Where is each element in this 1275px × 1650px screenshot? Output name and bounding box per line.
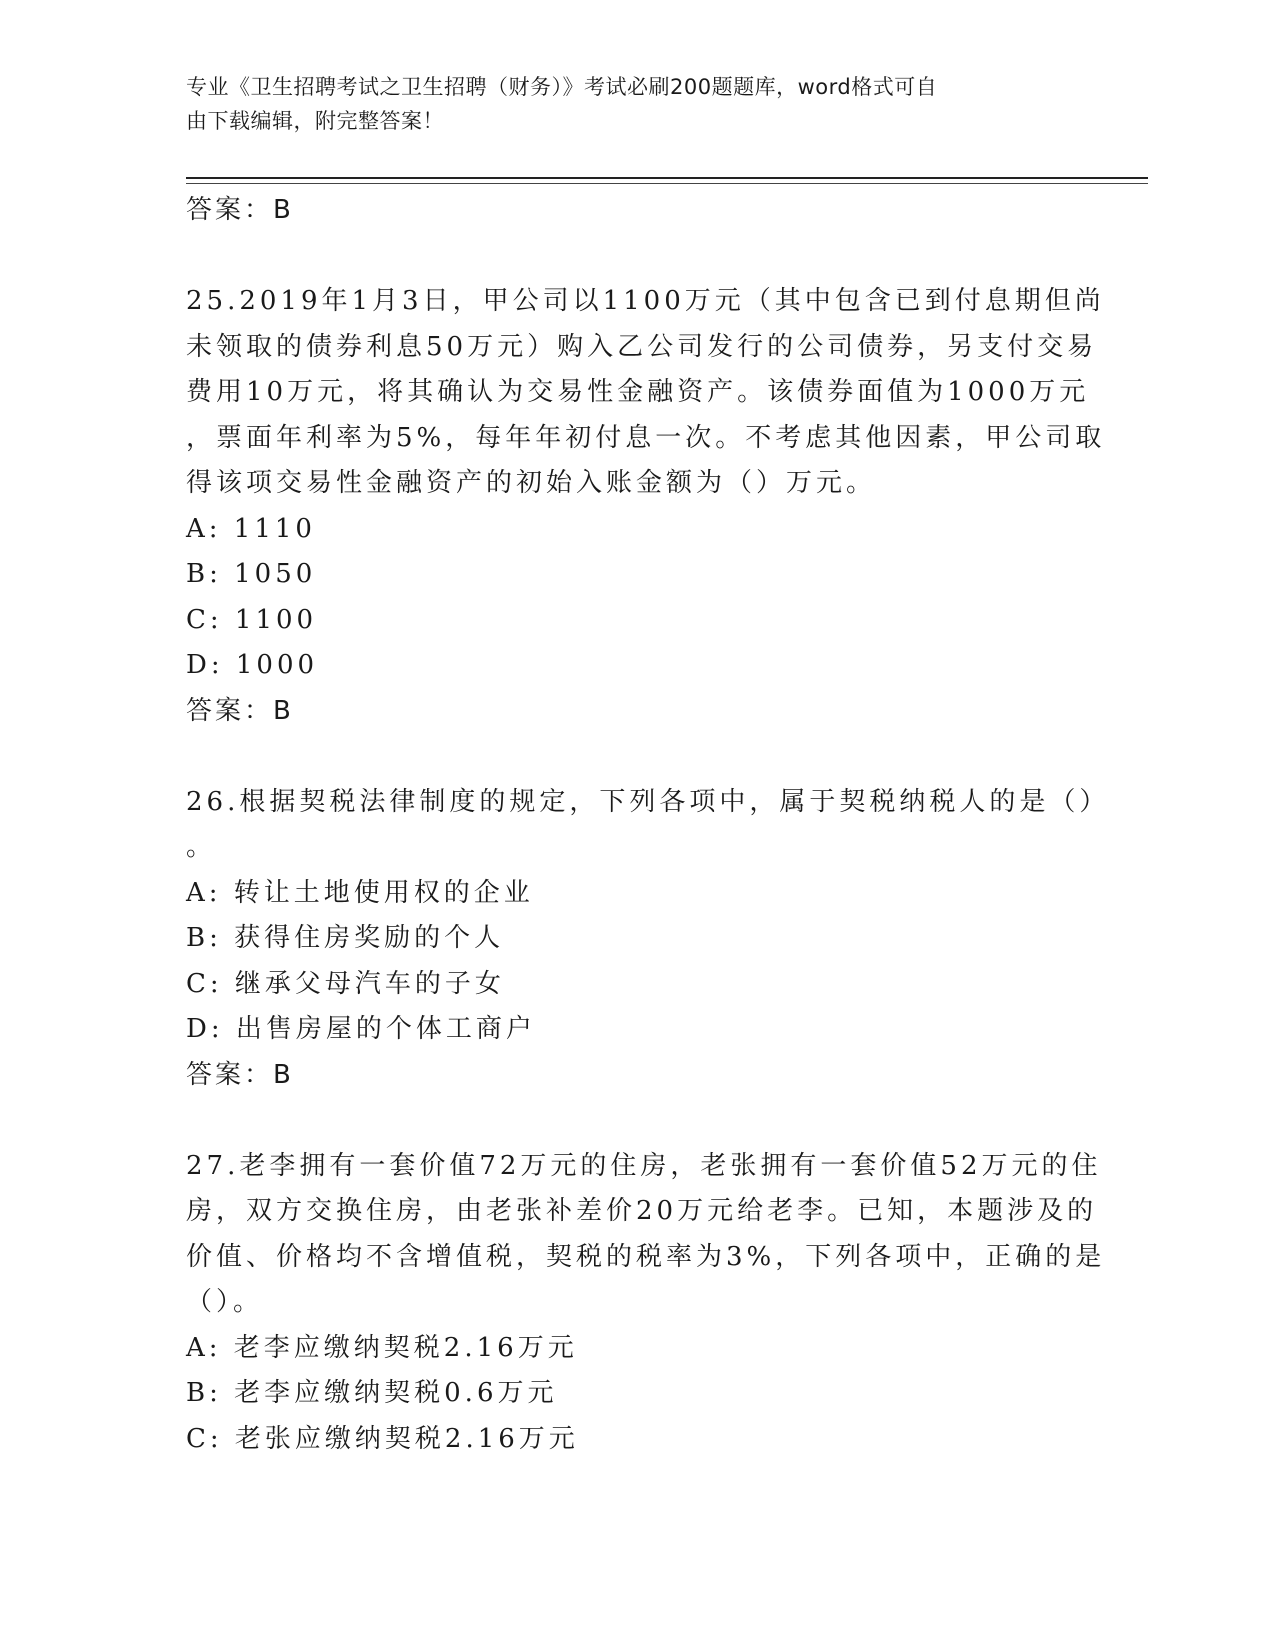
option-c: C: 继承父母汽车的子女 bbox=[186, 968, 505, 999]
question-text-line: 26.根据契税法律制度的规定，下列各项中，属于契税纳税人的是（） bbox=[186, 786, 1110, 817]
option-b: B: 老李应缴纳契税0.6万元 bbox=[186, 1378, 558, 1408]
question-text-line: 25.2019年1月3日，甲公司以1100万元（其中包含已到付息期但尚 bbox=[186, 286, 1105, 316]
header-line-2: 由下载编辑，附完整答案！ bbox=[186, 109, 444, 133]
option-a: A: 转让土地使用权的企业 bbox=[186, 877, 534, 908]
question-27 bbox=[186, 1144, 1106, 1463]
header-rule-thin bbox=[186, 183, 1148, 184]
answer: 答案：B bbox=[186, 1059, 294, 1090]
option-c: C: 1100 bbox=[186, 604, 318, 635]
option-b: B: 获得住房奖励的个人 bbox=[186, 923, 505, 953]
question-text-line: （）。 bbox=[186, 1287, 264, 1317]
question-text-line: 27.老李拥有一套价值72万元的住房，老张拥有一套价值52万元的住 bbox=[186, 1150, 1102, 1181]
option-b: B: 1050 bbox=[186, 559, 317, 589]
option-d: D: 出售房屋的个体工商户 bbox=[186, 1014, 536, 1044]
question-text-line: ，票面年利率为5%，每年年初付息一次。不考虑其他因素，甲公司取 bbox=[186, 422, 1106, 453]
answer: 答案：B bbox=[186, 695, 294, 726]
question-text-line: 。 bbox=[186, 832, 217, 862]
page-header bbox=[186, 70, 1066, 138]
prev-answer: 答案：B bbox=[186, 195, 294, 225]
question-text-line: 房，双方交换住房，由老张补差价20万元给老李。已知，本题涉及的 bbox=[186, 1196, 1098, 1226]
option-a: A: 老李应缴纳契税2.16万元 bbox=[186, 1332, 578, 1363]
option-c: C: 老张应缴纳契税2.16万元 bbox=[186, 1423, 579, 1454]
question-text-line: 价值、价格均不含增值税，契税的税率为3%，下列各项中，正确的是 bbox=[186, 1241, 1106, 1272]
question-text-line: 得该项交易性金融资产的初始入账金额为（）万元。 bbox=[186, 468, 877, 498]
question-text-line: 未领取的债券利息50万元）购入乙公司发行的公司债券，另支付交易 bbox=[186, 331, 1098, 362]
question-text-line: 费用10万元，将其确认为交易性金融资产。该债券面值为1000万元 bbox=[186, 377, 1090, 407]
header-line-1: 专业《卫生招聘考试之卫生招聘（财务）》考试必刷200题题库，word格式可自 bbox=[186, 75, 938, 99]
header-rule-thick bbox=[186, 177, 1148, 179]
option-d: D: 1000 bbox=[186, 650, 319, 680]
question-content bbox=[186, 188, 1110, 1462]
question-25 bbox=[186, 279, 1106, 734]
option-a: A: 1110 bbox=[186, 513, 316, 544]
question-26 bbox=[186, 780, 1110, 1099]
